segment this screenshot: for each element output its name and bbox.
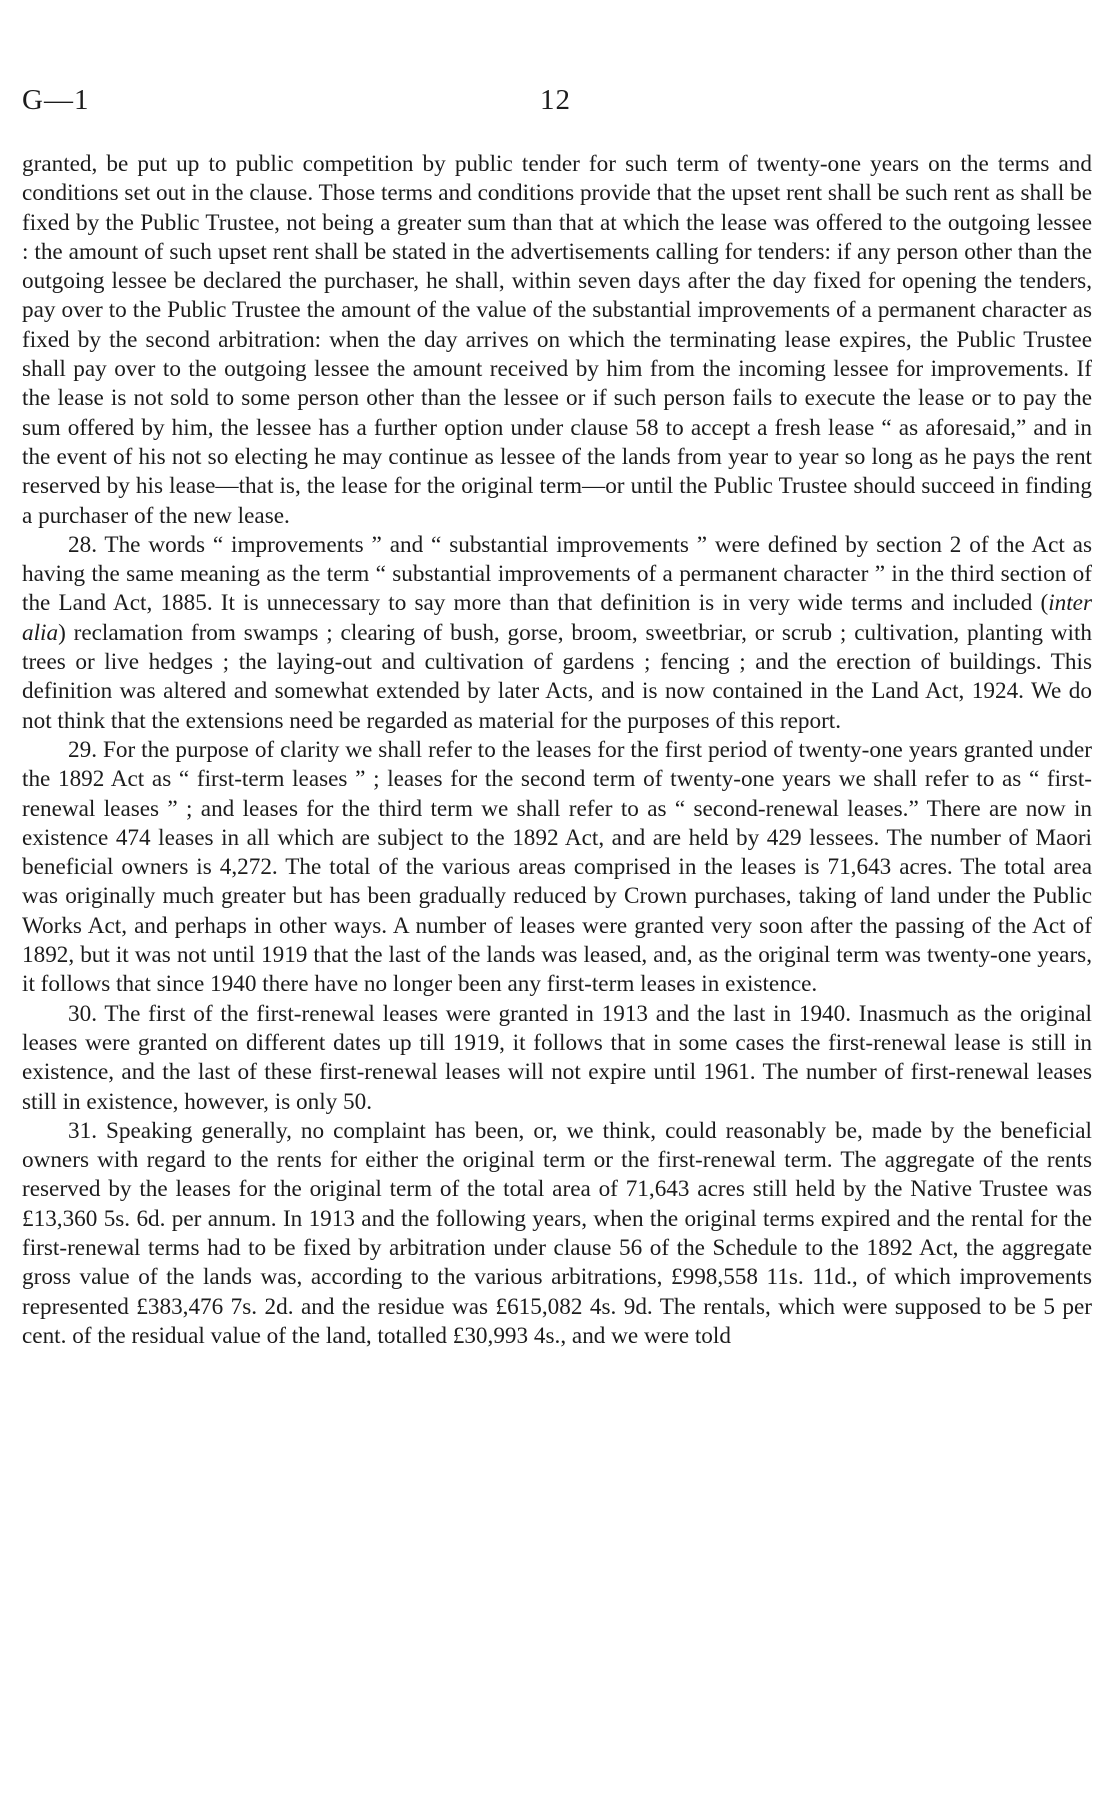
paragraph-28-text-before: 28. The words “ improvements ” and “ substantial improvements ” were defined by section 2 of the Act as having the same meaning as the term “ substantial improvements of a permanent character ” in the third section of the Land Act, 1885. It is unnecessary to say more than that definition is in very wide terms and included ( [22,531,1092,617]
paragraph-29: 29. For the purpose of clarity we shall refer to the leases for the first period of twenty-one years granted under the 1892 Act as “ first-term leases ” ; leases for the second term of twenty-one years we shall refer to as “ first-renewal leases ” ; and leases for the third term we shall refer to as “ second-renewal leases.” There are now in existence 474 leases in all which are subject to the 1892 Act, and are held by 429 lessees. The number of Maori beneficial owners is 4,272. The total of the various areas comprised in the leases is 71,643 acres. The total area was originally much greater but has been gradually reduced by Crown purchases, taking of land under the Public Works Act, and perhaps in other ways. A number of leases were granted very soon after the passing of the Act of 1892, but it was not until 1919 that the last of the lands was leased, and, as the original term was twenty-one years, it follows that since 1940 there have no longer been any first-term leases in existence. [22,736,1092,998]
page-header [22,84,1092,124]
page-number: 12 [540,84,571,116]
paragraph-28 [22,531,1092,736]
paragraph-continuation: granted, be put up to public competition by public tender for such term of twenty-one years on the terms and conditions set out in the clause. Those terms and conditions provide that the upset rent shall be such rent as shall be fixed by the Public Trustee, not being a greater sum than that at which the lease was offered to the outgoing lessee : the amount of such upset rent shall be stated in the advertisements calling for tenders: if any person other than the outgoing lessee be declared the purchaser, he shall, within seven days after the day fixed for opening the tenders, pay over to the Public Trustee the amount of the value of the substantial improvements of a permanent character as fixed by the second arbitration: when the day arrives on which the terminating lease expires, the Public Trustee shall pay over to the outgoing lessee the amount received by him from the incoming lessee for improvements. If the lease is not sold to some person other than the lessee or if such person fails to execute the lease or to pay the sum offered by him, the lessee has a further option under clause 58 to accept a fresh lease “ as aforesaid,” and in the event of his not so electing he may continue as lessee of the lands from year to year so long as he pays the rent reserved by his lease—that is, the lease for the original term—or until the Public Trustee should succeed in finding a purchaser of the new lease. [22,151,1092,529]
document-page [22,84,1092,1351]
paragraph-30: 30. The first of the first-renewal leases were granted in 1913 and the last in 1940. Inasmuch as the original leases were granted on different dates up till 1919, it follows that in some cases the first-renewal lease is still in existence, and the last of these first-renewal leases will not expire until 1961. The number of first-renewal leases still in existence, however, is only 50. [22,1000,1092,1115]
document-code: G—1 [22,84,90,116]
paragraph-28-text-after: ) reclamation from swamps ; clearing of bush, gorse, broom, sweetbriar, or scrub ; cultivation, planting with trees or live hedges ; the laying-out and cultivation of gardens ; fencing ; and the erection of buildings. This definition was altered and somewhat extended by later Acts, and is now contained in the Land Act, 1924. We do not think that the extensions need be regarded as material for the purposes of this report. [22,619,1092,734]
paragraph-31: 31. Speaking generally, no complaint has been, or, we think, could reasonably be, made by the beneficial owners with regard to the rents for either the original term or the first-renewal term. The aggregate of the rents reserved by the leases for the original term of the total area of 71,643 acres still held by the Native Trustee was £13,360 5s. 6d. per annum. In 1913 and the following years, when the original terms expired and the rental for the first-renewal terms had to be fixed by arbitration under clause 56 of the Schedule to the 1892 Act, the aggregate gross value of the lands was, according to the various arbitrations, £998,558 11s. 11d., of which improvements represented £383,476 7s. 2d. and the residue was £615,082 4s. 9d. The rentals, which were supposed to be 5 per cent. of the residual value of the land, totalled £30,993 4s., and we were told [22,1117,1092,1349]
body-text [22,150,1092,1351]
paragraph-28-italic: inter alia [22,590,1092,646]
